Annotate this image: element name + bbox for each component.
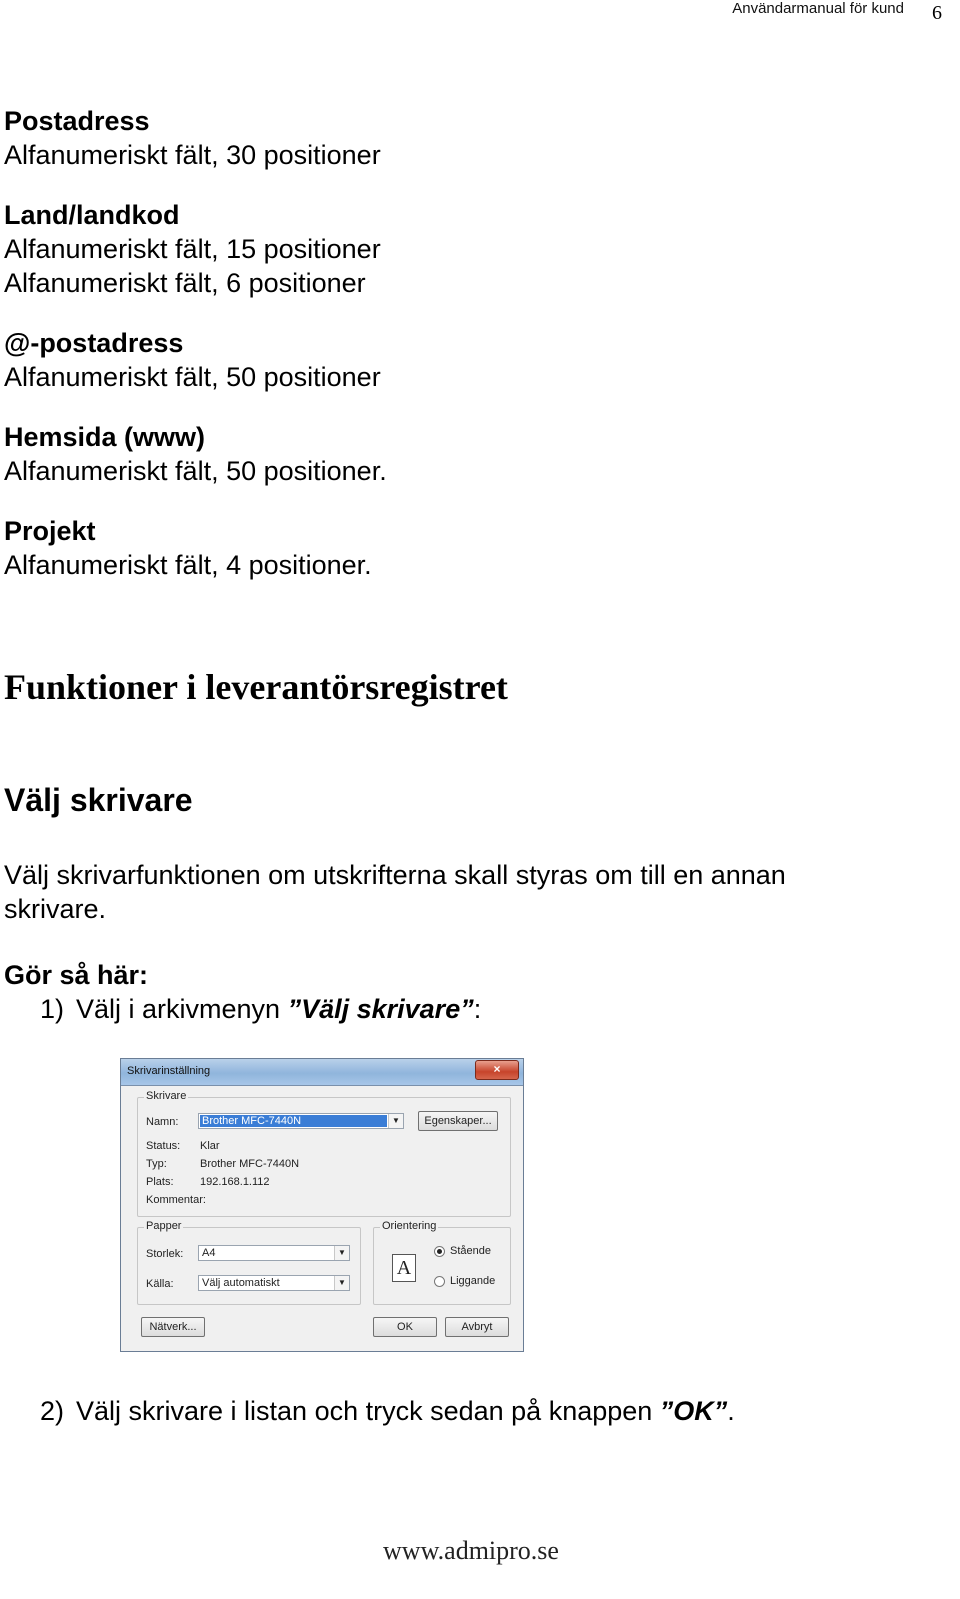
network-button[interactable]: Nätverk... [141, 1317, 205, 1337]
field-title: @-postadress [4, 328, 184, 358]
printer-name-value: Brother MFC-7440N [202, 1115, 302, 1127]
status-value: Klar [200, 1140, 220, 1152]
paper-size-value: A4 [202, 1247, 216, 1259]
ok-button[interactable]: OK [373, 1317, 437, 1337]
step-suffix: : [473, 994, 482, 1024]
field-epost [4, 326, 904, 394]
field-desc: Alfanumeriskt fält, 30 positioner [4, 140, 381, 170]
step-2 [40, 1394, 735, 1428]
subsection-title: Välj skrivare [4, 782, 193, 818]
portrait-radio[interactable] [434, 1246, 445, 1257]
dialog-title: Skrivarinställning [127, 1065, 211, 1077]
paper-size-select[interactable] [198, 1245, 350, 1261]
field-desc: Alfanumeriskt fält, 50 positioner [4, 362, 381, 392]
printer-group [137, 1090, 511, 1217]
properties-button[interactable]: Egenskaper... [418, 1111, 498, 1131]
section-title: Funktioner i leverantörsregistret [4, 667, 508, 707]
intro-paragraph: Välj skrivarfunktionen om utskrifterna skall styras om till en annan skrivare. [4, 860, 786, 924]
page-orientation-icon: A [392, 1254, 416, 1282]
howto-label: Gör så här: [4, 960, 149, 990]
page-number: 6 [932, 2, 942, 24]
footer-url: www.admipro.se [383, 1536, 559, 1565]
field-list [4, 104, 904, 608]
printer-name-select[interactable] [198, 1113, 404, 1129]
orientation-group [373, 1220, 511, 1305]
field-title: Projekt [4, 516, 96, 546]
field-desc: Alfanumeriskt fält, 4 positioner. [4, 550, 372, 580]
group-label: Papper [146, 1220, 182, 1232]
printer-settings-dialog [120, 1058, 524, 1352]
dialog-titlebar [121, 1059, 523, 1086]
field-land [4, 198, 904, 300]
field-title: Postadress [4, 106, 150, 136]
field-desc: Alfanumeriskt fält, 15 positioner [4, 234, 381, 264]
source-label: Källa: [146, 1278, 174, 1290]
cancel-button[interactable]: Avbryt [445, 1317, 509, 1337]
location-label: Plats: [146, 1176, 174, 1188]
name-label: Namn: [146, 1116, 179, 1128]
type-label: Typ: [146, 1158, 167, 1170]
portrait-label: Stående [450, 1245, 491, 1257]
step-number: 2) [40, 1396, 65, 1426]
field-title: Hemsida (www) [4, 422, 206, 452]
field-desc: Alfanumeriskt fält, 50 positioner. [4, 456, 387, 486]
comment-label: Kommentar: [146, 1194, 206, 1206]
type-value: Brother MFC-7440N [200, 1158, 300, 1170]
group-label: Orientering [382, 1220, 437, 1232]
landscape-radio[interactable] [434, 1276, 445, 1287]
location-value: 192.168.1.112 [200, 1176, 270, 1188]
group-label: Skrivare [146, 1090, 187, 1102]
step-suffix: . [727, 1396, 735, 1426]
step-number: 1) [40, 994, 65, 1024]
step-text: Välj i arkivmenyn [76, 994, 288, 1024]
field-hemsida [4, 420, 904, 488]
field-desc: Alfanumeriskt fält, 6 positioner [4, 268, 366, 298]
chevron-down-icon: ▼ [334, 1246, 349, 1260]
paper-group [137, 1220, 361, 1305]
step-highlight: ”OK” [659, 1396, 728, 1426]
header-title: Användarmanual för kund [732, 0, 904, 17]
field-projekt [4, 514, 904, 582]
field-postadress [4, 104, 904, 172]
step-1 [40, 992, 481, 1026]
paper-source-value: Välj automatiskt [202, 1277, 280, 1289]
chevron-down-icon: ▼ [388, 1114, 403, 1128]
step-text: Välj skrivare i listan och tryck sedan på knappen [76, 1396, 660, 1426]
size-label: Storlek: [146, 1248, 184, 1260]
step-highlight: ”Välj skrivare” [287, 994, 474, 1024]
field-title: Land/landkod [4, 200, 180, 230]
chevron-down-icon: ▼ [334, 1276, 349, 1290]
close-icon[interactable]: × [475, 1060, 519, 1080]
status-label: Status: [146, 1140, 181, 1152]
paper-source-select[interactable] [198, 1275, 350, 1291]
landscape-label: Liggande [450, 1275, 496, 1287]
